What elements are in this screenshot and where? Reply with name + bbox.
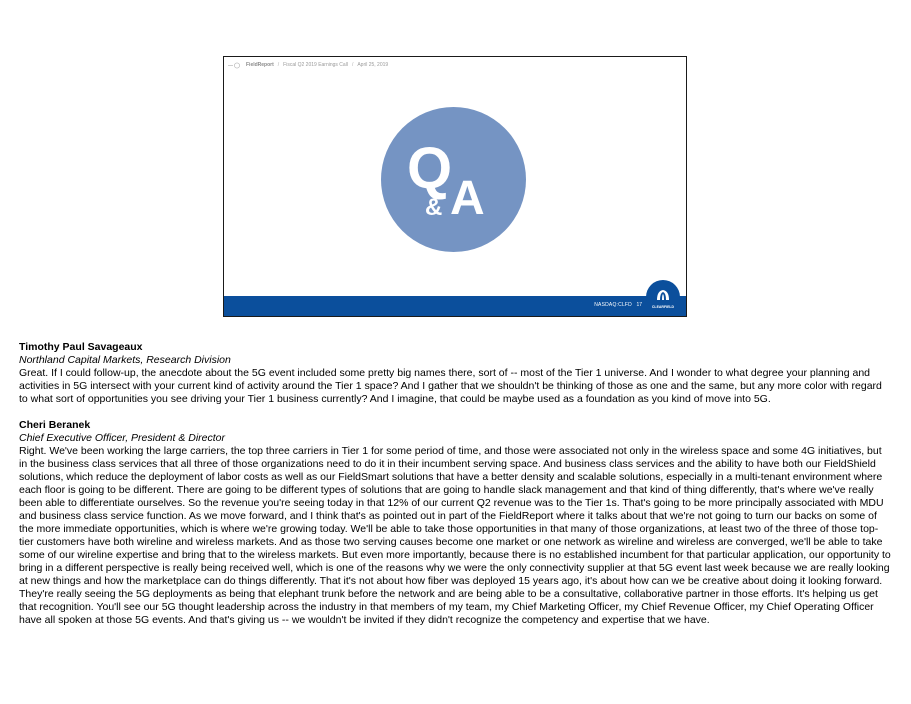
presentation-slide <box>223 56 687 317</box>
speaker-title: Chief Executive Officer, President & Director <box>19 432 225 444</box>
speaker-remarks: Right. We've been working the large carriers, the top three carriers in Tier 1 for some period of time, and those were associated not only in the wireless space and some 4G initiatives, but in the business class services that all three of those organizations need to do it in their incumbent serving space. And business class services and the ability to have both our FieldShield solutions, which reduce the deployment of labor costs as well as our FieldSmart solutions that have a better density and scalable solutions, especially in a multi-tenant environment where each floor is going to be different. There are going to be different types of solutions that are going to handle slack management and that kind of thing differently, that's where we've really been able to differentiate ourselves. So the revenue you're seeing today in that 12% of our current Q2 revenue was to the Tier 1s. That's going to be more principally associated with MDU and business class service function. As we move forward, and I think that's as pointed out in part of the FieldReport where it talks about that we're not going to turn our backs on some of the more immediate opportunities, which is where we're growing today. We'll be able to take those opportunities in that many of those organizations, at least two of the three of those top-tier customers have both wireline and wireless markets. And as those two serving causes become one market or one network as wireline and wireless are converged, we'll be able to take some of our wireline expertise and bring that to the wireless markets. But even more importantly, because there is no established incumbent for that particular application, our opportunity to bring in a different perspective is really being received well, which is one of the reasons why we were the only connectivity supplier at that 5G event last week because we are really looking at new things and how the marketplace can do things differently. That it's not about how fiber was deployed 15 years ago, it's about how can we be creative about doing it looking forward. They're really seeing the 5G deployments as being that elephant trunk before the network and are being able to be a consultative, collaborative partner in those efforts. It's helping us get that recognition. You'll see our 5G thought leadership across the industry in that members of my team, my Chief Marketing Officer, my Chief Revenue Officer, my Chief Operating Officer have all spoken at those 5G events. And that's giving us -- we wouldn't be invited if they didn't recognize the competency and expertise that we have. <box>19 445 891 626</box>
slide-footer-bar <box>224 296 686 316</box>
fieldreport-logo-icon <box>228 62 242 69</box>
slide-header-date: April 25, 2019 <box>357 62 389 68</box>
transcript-entry <box>19 419 891 627</box>
qa-ampersand: & <box>425 194 443 221</box>
qa-icon <box>381 107 526 252</box>
slide-header <box>228 60 388 70</box>
speaker-name: Cheri Beranek <box>19 419 91 431</box>
header-separator: / <box>277 62 280 68</box>
speaker-title: Northland Capital Markets, Research Division <box>19 354 231 366</box>
logo-wordmark: CLEARFIELD <box>651 305 675 309</box>
header-separator: / <box>351 62 354 68</box>
transcript <box>19 341 891 640</box>
qa-graphic <box>381 107 526 252</box>
qa-letter-q: Q <box>407 136 453 201</box>
transcript-entry <box>19 341 891 406</box>
slide-header-event: Fiscal Q2 2019 Earnings Call <box>283 62 348 68</box>
slide-page-number: 17 <box>636 302 642 308</box>
qa-letter-a: A <box>450 172 485 225</box>
footer-ticker: NASDAQ:CLFD <box>594 302 632 308</box>
speaker-name: Timothy Paul Savageaux <box>19 341 143 353</box>
slide-header-brand: FieldReport <box>246 62 274 68</box>
clearfield-logo <box>646 280 680 314</box>
speaker-remarks: Great. If I could follow-up, the anecdote about the 5G event included some pretty big names there, sort of -- most of the Tier 1 universe. And I wonder to what degree your planning and activities in 5G intersect with your current kind of activity around the Tier 1 space? And I gather that we shouldn't be thinking of those as one and the same, but any more color with regard to what sort of opportunities you see driving your Tier 1 business currently? And I imagine, that could be maybe used as a foundation as you kind of move into 5G. <box>19 367 882 405</box>
